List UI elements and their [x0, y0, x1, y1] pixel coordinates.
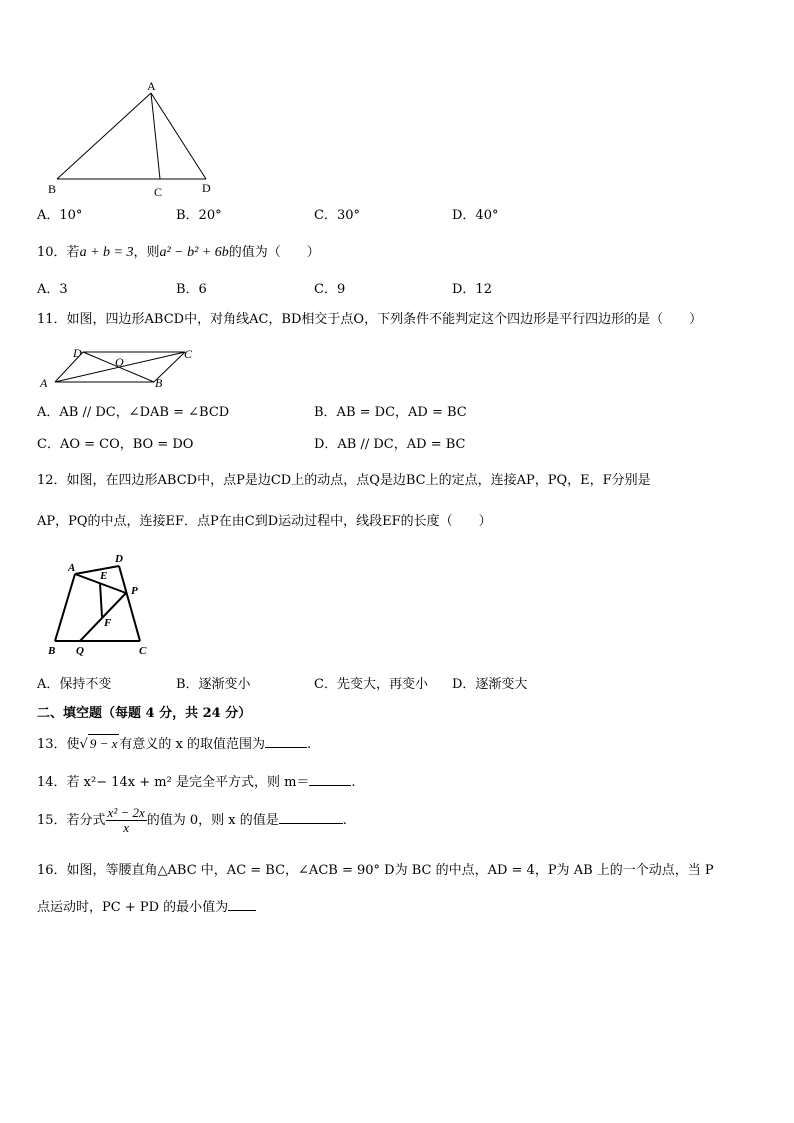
q10-number: 10．: [37, 245, 67, 260]
label-a: A: [40, 376, 48, 390]
label-d: D: [202, 181, 211, 195]
q9-option-b: B．20°: [176, 208, 222, 223]
q15-pre: 15．若分式: [37, 813, 106, 828]
label-b: B: [48, 645, 56, 657]
label-c: C: [154, 185, 163, 199]
q9-option-a: A．10°: [37, 208, 83, 223]
q11-option-c: C．AO = CO，BO = DO: [37, 437, 194, 452]
q16-question-line2: [37, 896, 256, 917]
label-a: A: [147, 79, 156, 93]
q12-option-b: B．逐渐变小: [176, 677, 251, 692]
q12-quadrilateral-figure: [45, 550, 160, 658]
q15-question: [37, 806, 347, 835]
q12-option-a: A．保持不变: [37, 677, 112, 692]
q10-mid: ，则: [133, 245, 160, 260]
q15-end: .: [342, 813, 347, 828]
q15-denominator: x: [123, 820, 130, 835]
q11-question: 11．如图，四边形ABCD中，对角线AC，BD相交于点O，下列条件不能判定这个四边形是平行四边形的是（ ）: [37, 312, 703, 327]
q10-option-c: C．9: [314, 282, 346, 297]
q14-end: .: [351, 775, 356, 790]
label-b: B: [155, 376, 163, 390]
q13-answer-blank[interactable]: [265, 733, 307, 748]
q9-option-c: C．30°: [314, 208, 360, 223]
q10-option-b: B．6: [176, 282, 207, 297]
q13-end: .: [307, 737, 312, 752]
q14-text: 14．若 x²− 14x + m² 是完全平方式，则 m＝: [37, 775, 310, 790]
q15-answer-blank[interactable]: [279, 809, 343, 824]
q13-radicand: 9 − x: [89, 736, 118, 751]
label-b: B: [48, 182, 57, 196]
q12-question-line2: AP，PQ的中点，连接EF．点P在由C到D运动过程中，线段EF的长度（ ）: [37, 514, 492, 529]
label-e: E: [100, 570, 108, 582]
q10-post: 的值为（ ）: [228, 245, 320, 260]
q9-option-d: D．40°: [452, 208, 499, 223]
q11-parallelogram-figure: [38, 344, 198, 392]
q10-expression: a² − b² + 6b: [159, 245, 229, 260]
q16-answer-blank[interactable]: [228, 896, 256, 911]
q14-answer-blank[interactable]: [309, 771, 351, 786]
label-q: Q: [76, 645, 84, 657]
q10-pre: 若: [66, 245, 80, 260]
q11-option-b: B．AB = DC，AD = BC: [314, 405, 467, 420]
q13-post: 有意义的 x 的取值范围为: [119, 737, 265, 752]
q11-option-a: A．AB // DC，∠DAB = ∠BCD: [37, 405, 230, 420]
q13-question: 13．使√ 9 − x 有意义的 x 的取值范围为 .: [37, 733, 311, 754]
q13-pre: 13．使: [37, 737, 80, 752]
q9-triangle-figure: [40, 78, 230, 200]
label-c: C: [184, 347, 193, 361]
q16-question-line1: 16．如图，等腰直角△ABC 中，AC = BC，∠ACB = 90° D为 BC 的中点，AD = 4，P为 AB 上的一个动点，当 P: [37, 863, 714, 878]
q11-option-d: D．AB // DC，AD = BC: [314, 437, 466, 452]
q15-numerator: x² − 2x: [107, 805, 145, 820]
q14-question: [37, 771, 356, 792]
q10-option-d: D．12: [452, 282, 492, 297]
q15-post: 的值为 0，则 x 的值是: [146, 813, 279, 828]
q10-question: [37, 244, 320, 262]
q12-question-line1: 12．如图，在四边形ABCD中，点P是边CD上的动点，点Q是边BC上的定点，连接AP，PQ，E，F分别是: [37, 473, 651, 488]
section2-title: 二、填空题（每题 4 分，共 24 分）: [37, 706, 252, 721]
label-d: D: [115, 553, 123, 565]
label-p: P: [131, 585, 138, 597]
q10-condition: a + b = 3: [79, 245, 134, 260]
label-c: C: [139, 645, 147, 657]
q15-fraction: [106, 806, 147, 835]
label-d: D: [73, 346, 82, 360]
q10-option-a: A．3: [37, 282, 68, 297]
label-a: A: [68, 562, 76, 574]
label-o: O: [115, 355, 124, 369]
q12-option-c: C．先变大，再变小: [314, 677, 428, 692]
label-f: F: [104, 617, 112, 629]
q12-option-d: D．逐渐变大: [452, 677, 528, 692]
q16-line2-text: 点运动时，PC + PD 的最小值为: [37, 900, 229, 915]
